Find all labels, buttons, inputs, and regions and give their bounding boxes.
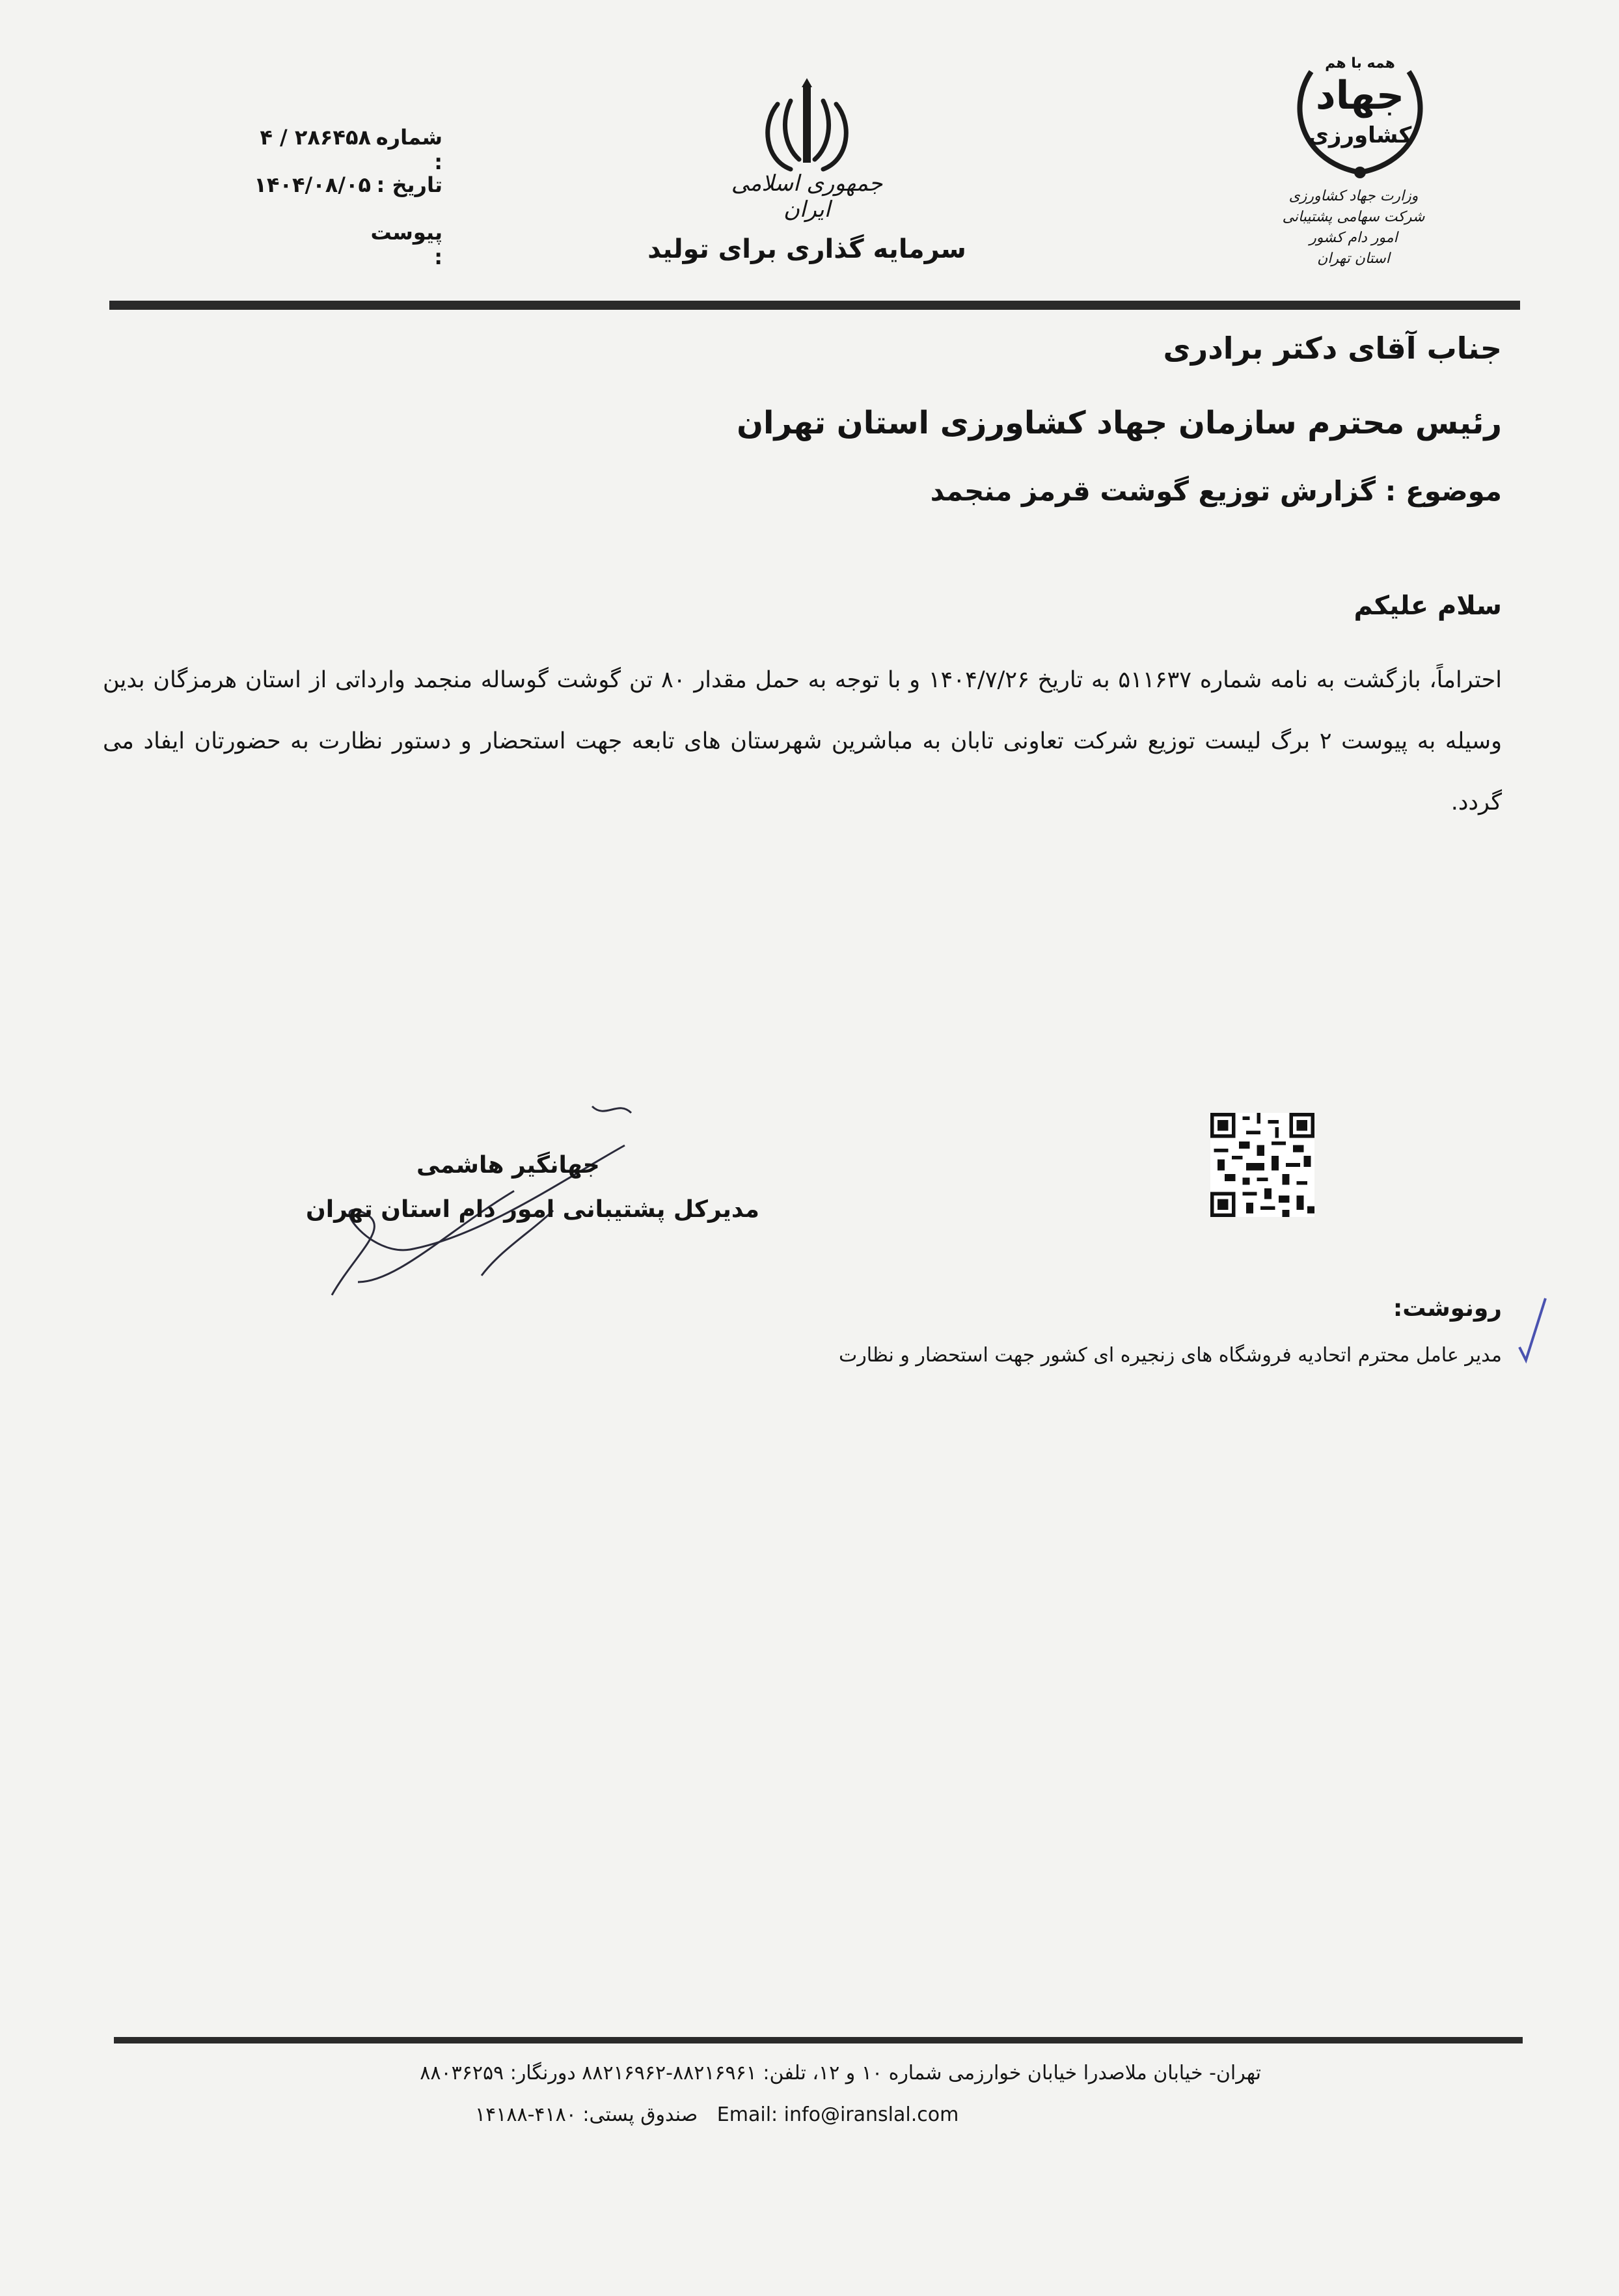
checkmark-icon bbox=[1516, 1295, 1549, 1367]
org-line-company: شرکت سهامی پشتیبانی امور دام کشور bbox=[1282, 209, 1425, 246]
footer-divider bbox=[114, 2037, 1523, 2043]
footer-contact-row bbox=[475, 2103, 959, 2125]
cc-label: رونوشت: bbox=[1393, 1295, 1502, 1322]
emblem-caption: جمهوری اسلامی ایران bbox=[731, 171, 883, 223]
subject-line: موضوع : گزارش توزیع گوشت قرمز منجمد bbox=[930, 475, 1502, 507]
logo-sub-text: کشاورزی bbox=[1308, 122, 1412, 148]
footer-postal-box: ۱۴۱۸۸-۴۱۸۰ :صندوق پستی bbox=[475, 2103, 698, 2125]
letter-number-value: ۴ / ۲۸۶۴۵۸ bbox=[260, 125, 371, 150]
letter-date-label: تاریخ : bbox=[376, 172, 442, 197]
org-line-ministry: وزارت جهاد کشاورزی bbox=[1288, 188, 1419, 204]
cc-recipient: مدیر عامل محترم اتحادیه فروشگاه های زنجیره ای کشور جهت استحضار و نظارت bbox=[838, 1344, 1502, 1367]
logo-main-text: جهاد bbox=[1315, 73, 1405, 118]
letter-attachment-row bbox=[228, 220, 442, 269]
organization-lines bbox=[1269, 186, 1438, 269]
org-line-province: استان تهران bbox=[1317, 251, 1390, 267]
signatory-name: جهانگیر هاشمی bbox=[416, 1152, 600, 1179]
header-divider bbox=[109, 301, 1520, 310]
salutation: سلام علیکم bbox=[1354, 591, 1502, 621]
letter-date-value: ۱۴۰۴/۰۸/۰۵ bbox=[254, 172, 371, 197]
footer-email[interactable]: Email: info@iranslal.com bbox=[716, 2103, 959, 2125]
addressee-name: جناب آقای دکتر برادری bbox=[1163, 331, 1502, 366]
letter-number-label: شماره : bbox=[375, 125, 442, 174]
addressee-title: رئیس محترم سازمان جهاد کشاورزی استان تهران bbox=[737, 405, 1502, 441]
qr-code bbox=[1210, 1113, 1314, 1217]
signatory-title: مدیرکل پشتیبانی امور دام استان تهران bbox=[306, 1196, 759, 1223]
letter-number-row bbox=[228, 125, 442, 174]
body-paragraph: احتراماً، بازگشت به نامه شماره ۵۱۱۶۳۷ به تاریخ ۱۴۰۴/۷/۲۶ و با توجه به حمل مقدار ۸۰ تن گوشت گوساله منجمد وارداتی از استان هرمزگان بدین وسیله به پیوست ۲ برگ لیست توزیع شرکت تعاونی تابان به مباشرین شهرستان های تابعه جهت استحضار و دستور نظارت به حضورتان ایفاد می گردد. bbox=[103, 667, 1502, 815]
iran-emblem-icon bbox=[755, 78, 859, 182]
header-slogan: سرمایه گذاری برای تولید bbox=[647, 234, 966, 264]
letter-attachment-label: پیوست : bbox=[370, 220, 442, 269]
letter-date-row bbox=[228, 172, 442, 197]
footer-address: تهران- خیابان ملاصدرا خیابان خوارزمی شماره ۱۰ و ۱۲، تلفن: ۸۸۲۱۶۹۶۱-۸۸۲۱۶۹۶۲ دورنگار: ۸۸۰۳۶۲۵۹ bbox=[420, 2062, 1261, 2084]
logo-top-text: همه با هم bbox=[1325, 55, 1395, 72]
